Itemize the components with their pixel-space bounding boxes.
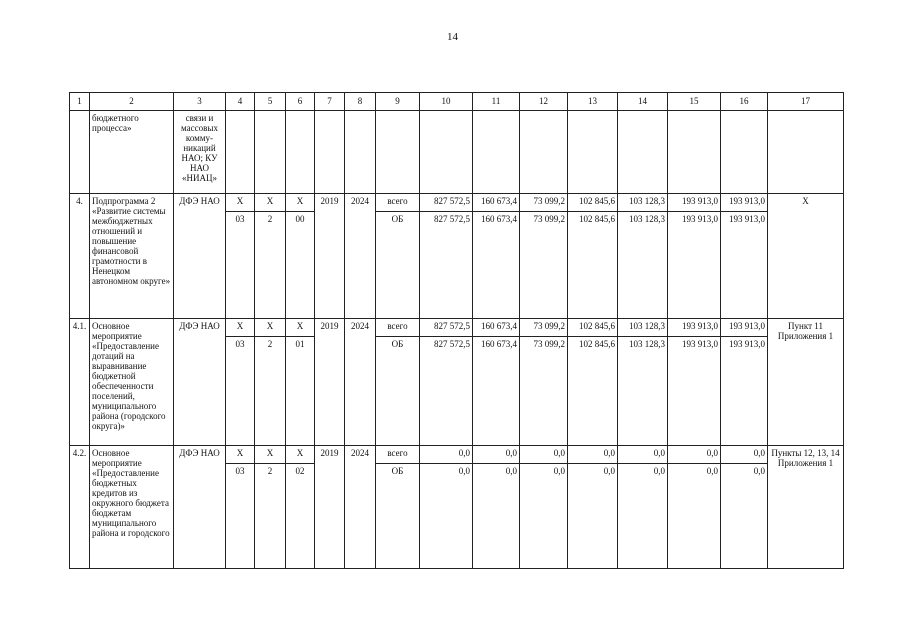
amount-cell: 193 913,0 <box>721 194 768 212</box>
year-end: 2024 <box>345 319 376 446</box>
row-executor: ДФЭ НАО <box>174 194 226 319</box>
amount-cell: 0,0 <box>568 464 618 569</box>
funding-source: всего <box>376 446 420 464</box>
amount-cell: 0,0 <box>618 464 668 569</box>
cell-col-4: 03 <box>226 464 255 569</box>
amount-cell: 73 099,2 <box>520 337 568 446</box>
amount-cell: 827 572,5 <box>420 194 473 212</box>
amount-cell: 193 913,0 <box>668 337 721 446</box>
header-col-5: 5 <box>255 93 286 111</box>
amount-cell: 160 673,4 <box>473 319 520 337</box>
continuation-executor: связи и массовых комму-никаций НАО; КУ НАО «НИАЦ» <box>174 111 226 194</box>
year-end: 2024 <box>345 194 376 319</box>
year-end: 2024 <box>345 446 376 569</box>
amount-cell: 0,0 <box>520 464 568 569</box>
cell-col-4: 03 <box>226 212 255 319</box>
amount-cell: 0,0 <box>618 446 668 464</box>
cell-col-5: 2 <box>255 212 286 319</box>
row-name: Основное мероприятие «Предоставление бюджетных кредитов из окружного бюджета бюджетам муниципального района и городского <box>90 446 174 569</box>
header-col-16: 16 <box>721 93 768 111</box>
cell-col-5: 2 <box>255 337 286 446</box>
amount-cell: 0,0 <box>420 464 473 569</box>
header-col-11: 11 <box>473 93 520 111</box>
cell-col-6: 01 <box>286 337 315 446</box>
header-col-9: 9 <box>376 93 420 111</box>
amount-cell: 193 913,0 <box>721 319 768 337</box>
funding-source: всего <box>376 194 420 212</box>
row-note: Х <box>768 194 844 319</box>
cell-col-5: Х <box>255 194 286 212</box>
amount-cell: 103 128,3 <box>618 337 668 446</box>
cell-col-6: 00 <box>286 212 315 319</box>
amount-cell: 103 128,3 <box>618 212 668 319</box>
amount-cell: 827 572,5 <box>420 319 473 337</box>
amount-cell: 0,0 <box>721 446 768 464</box>
header-col-6: 6 <box>286 93 315 111</box>
program-table <box>69 92 844 569</box>
table-row <box>70 319 844 337</box>
amount-cell: 0,0 <box>668 464 721 569</box>
row-number: 4.1. <box>70 319 90 446</box>
cell-col-4: Х <box>226 319 255 337</box>
amount-cell: 827 572,5 <box>420 337 473 446</box>
header-col-12: 12 <box>520 93 568 111</box>
row-number: 4. <box>70 194 90 319</box>
header-col-10: 10 <box>420 93 473 111</box>
header-col-17: 17 <box>768 93 844 111</box>
amount-cell: 0,0 <box>473 446 520 464</box>
amount-cell: 193 913,0 <box>721 212 768 319</box>
header-col-15: 15 <box>668 93 721 111</box>
continuation-row <box>70 111 844 194</box>
cell-col-6: Х <box>286 194 315 212</box>
amount-cell: 0,0 <box>668 446 721 464</box>
header-col-7: 7 <box>315 93 345 111</box>
table-row <box>70 446 844 464</box>
cell-col-4: 03 <box>226 337 255 446</box>
row-name: Основное мероприятие «Предоставление дотаций на выравнивание бюджетной обеспеченности поселений, муниципального района (городского округа)» <box>90 319 174 446</box>
funding-source: ОБ <box>376 337 420 446</box>
amount-cell: 0,0 <box>568 446 618 464</box>
funding-source: всего <box>376 319 420 337</box>
row-executor: ДФЭ НАО <box>174 446 226 569</box>
amount-cell: 827 572,5 <box>420 212 473 319</box>
funding-source: ОБ <box>376 212 420 319</box>
amount-cell: 160 673,4 <box>473 212 520 319</box>
header-col-4: 4 <box>226 93 255 111</box>
row-name: Подпрограмма 2 «Развитие системы межбюджетных отношений и повышение финансовой грамотности в Ненецком автономном округе» <box>90 194 174 319</box>
amount-cell: 103 128,3 <box>618 194 668 212</box>
cell-col-6: Х <box>286 446 315 464</box>
amount-cell: 73 099,2 <box>520 319 568 337</box>
cell-col-5: Х <box>255 446 286 464</box>
amount-cell: 193 913,0 <box>668 194 721 212</box>
amount-cell: 193 913,0 <box>668 319 721 337</box>
table-row <box>70 194 844 212</box>
amount-cell: 73 099,2 <box>520 194 568 212</box>
cell-col-4: Х <box>226 194 255 212</box>
amount-cell: 193 913,0 <box>668 212 721 319</box>
amount-cell: 193 913,0 <box>721 337 768 446</box>
amount-cell: 0,0 <box>420 446 473 464</box>
row-note: Пункты 12, 13, 14 Приложения 1 <box>768 446 844 569</box>
funding-source: ОБ <box>376 464 420 569</box>
header-col-3: 3 <box>174 93 226 111</box>
cell-col-5: Х <box>255 319 286 337</box>
amount-cell: 0,0 <box>721 464 768 569</box>
header-row <box>70 93 844 111</box>
amount-cell: 0,0 <box>520 446 568 464</box>
cell-col-6: 02 <box>286 464 315 569</box>
page-number: 14 <box>447 31 458 43</box>
amount-cell: 102 845,6 <box>568 194 618 212</box>
amount-cell: 73 099,2 <box>520 212 568 319</box>
year-start: 2019 <box>315 194 345 319</box>
continuation-name: бюджетного процесса» <box>90 111 174 194</box>
cell-col-6: Х <box>286 319 315 337</box>
header-col-1: 1 <box>70 93 90 111</box>
year-start: 2019 <box>315 319 345 446</box>
row-note: Пункт 11 Приложения 1 <box>768 319 844 446</box>
amount-cell: 0,0 <box>473 464 520 569</box>
amount-cell: 102 845,6 <box>568 212 618 319</box>
amount-cell: 160 673,4 <box>473 194 520 212</box>
amount-cell: 160 673,4 <box>473 337 520 446</box>
cell-col-4: Х <box>226 446 255 464</box>
header-col-2: 2 <box>90 93 174 111</box>
header-col-13: 13 <box>568 93 618 111</box>
amount-cell: 102 845,6 <box>568 319 618 337</box>
amount-cell: 103 128,3 <box>618 319 668 337</box>
year-start: 2019 <box>315 446 345 569</box>
row-number: 4.2. <box>70 446 90 569</box>
amount-cell: 102 845,6 <box>568 337 618 446</box>
header-col-14: 14 <box>618 93 668 111</box>
row-executor: ДФЭ НАО <box>174 319 226 446</box>
cell-col-5: 2 <box>255 464 286 569</box>
header-col-8: 8 <box>345 93 376 111</box>
